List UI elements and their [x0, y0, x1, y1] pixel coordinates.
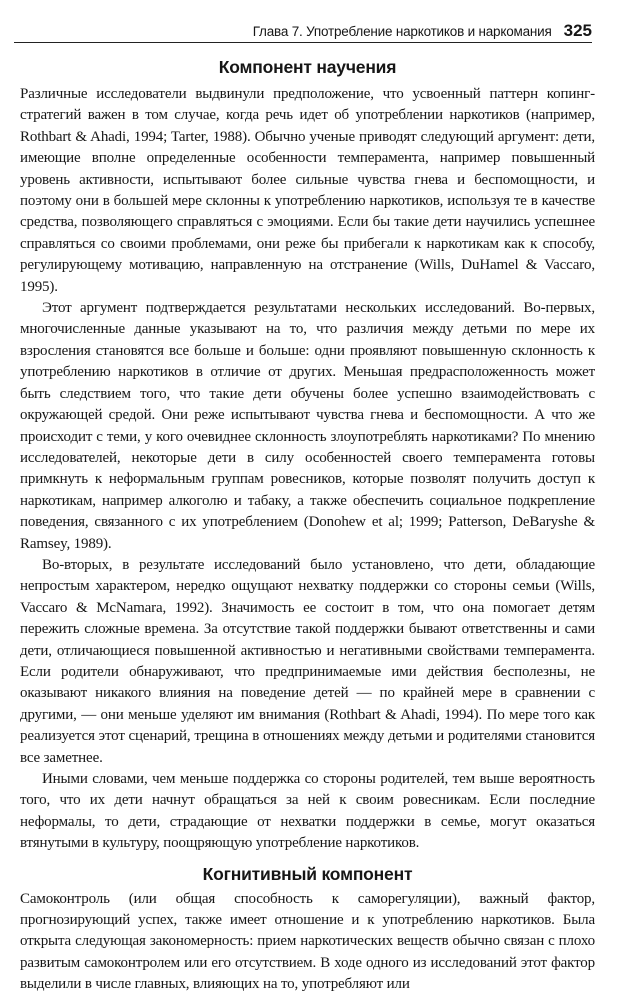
- body-text: [20, 56, 595, 996]
- paragraph: Различные исследователи выдвинули предположение, что усвоенный паттерн копинг-стратегий важен в том случае, когда речь идет об употреблении наркотиков (например, Rothbart & Ahadi, 1994; Tarter, 1988). Обычно ученые приводят следующий аргумент: дети, имеющие вполне определенные особенности темперамента, например повышенный уровень активности, испытывают более сильные чувства гнева и беспомощности, и поэтому они в большей мере склонны к употреблению наркотиков, используя те в качестве средства, позволяющего справляться с эмоциями. Если бы такие дети научились успешнее справляться со своими проблемами, они реже бы прибегали к наркотикам как к способу, регулирующему мотивацию, направленную на отстранение (Wills, DuHamel & Vaccaro, 1995).: [20, 86, 595, 295]
- paragraph: Во-вторых, в результате исследований было установлено, что дети, обладающие непростым характером, нередко ощущают нехватку поддержки со стороны семьи (Wills, Vaccaro & McNamara, 1992). Значимость ее состоит в том, что она помогает детям пережить сложные времена. За отсутствие такой поддержки бывают ответственны и сами дети, отличающиеся повышенной активностью и негативными свойствами темперамента. Если родители обнаруживают, что предпринимаемые ими действия бесполезны, не оказывают никакого влияния на поведение детей — по крайней мере в сравнении с другими, — они меньше уделяют им внимания (Rothbart & Ahadi, 1994). По мере того как реализуется этот сценарий, трещина в отношениях между детьми и родителями становится все заметнее.: [20, 556, 595, 766]
- chapter-title: Глава 7. Употребление наркотиков и наркомания: [252, 24, 552, 39]
- page-number: 325: [563, 21, 592, 40]
- section-heading-learning: Компонент научения: [218, 57, 397, 77]
- paragraph: Самоконтроль (или общая способность к саморегуляции), важный фактор, прогнозирующий успех, также имеет отношение и к употреблению наркотиков. Была открыта следующая закономерность: прием наркотических веществ обычно связан с плохо развитым самоконтролем или его отсутствием. В ходе одного из исследований этот фактор выделили в числе главных, влияющих на то, употребляют или: [20, 890, 595, 993]
- section-heading-cognitive: Когнитивный компонент: [202, 863, 413, 884]
- paragraph: Этот аргумент подтверждается результатами нескольких исследований. Во-первых, многочисленные данные указывают на то, что различия между детьми по мере их взросления становятся все больше и больше: одни проявляют повышенную склонность к употреблению наркотиков в отличие от других. Меньшая предрасположенность может быть следствием того, что такие дети обучены более успешно взаимодействовать с окружающей средой. Они реже испытывают чувства гнева и беспомощности. А что же происходит с теми, у кого очевиднее склонность злоупотреблять наркотиками? По мнению исследователей, некоторые дети в силу особенностей своего темперамента готовы примкнуть к неформальным группам ровесников, которые позволят получить доступ к наркотикам, например алкоголю и табаку, а также обеспечить социальное подкрепление поведения, связанного с их употреблением (Donohew et al; 1999; Patterson, DeBaryshe & Ramsey, 1989).: [20, 300, 595, 552]
- paragraph: Иными словами, чем меньше поддержка со стороны родителей, тем выше вероятность того, что их дети начнут обращаться за ней к своим ровесникам. Если последние неформалы, то дети, страдающие от нехватки поддержки в семье, могут оказаться втянутыми в культуру, поощряющую употребление наркотиков.: [20, 771, 595, 852]
- running-header: [14, 14, 592, 43]
